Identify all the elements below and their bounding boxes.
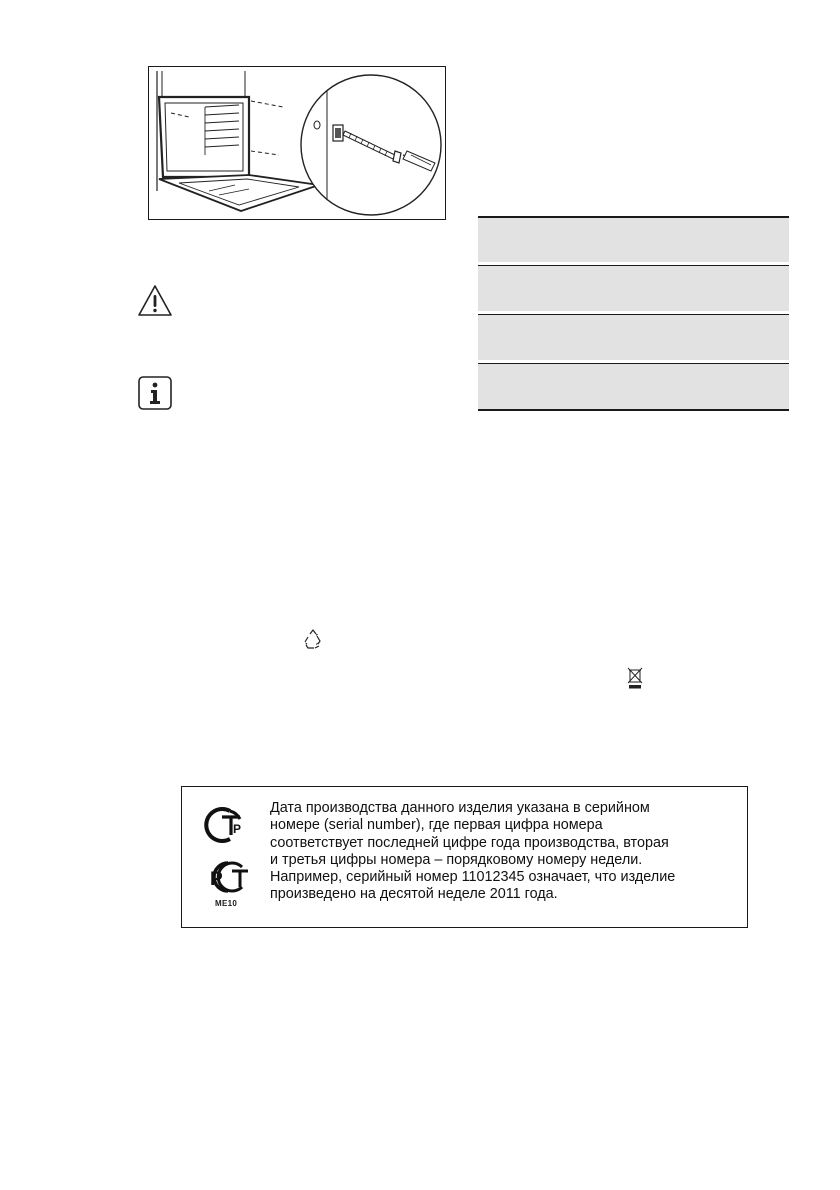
table-row [478,314,789,360]
table-row [478,363,789,409]
cert-line: Например, серийный номер 11012345 означает, что изделие [270,869,676,886]
recycle-icon [301,628,325,652]
cert-line: соответствует последней цифре года производства, вторая [270,834,669,851]
eac-tr-logo-icon [200,805,248,845]
pct-logo-icon [202,857,250,899]
cert-line: номере (serial number), где первая цифра номера [270,817,603,834]
svg-text:P: P [210,869,223,890]
certification-code: ME10 [215,899,238,908]
cert-line: произведено на десятой неделе 2011 года. [270,886,558,903]
table-row [478,265,789,311]
spec-table [478,216,789,411]
crossed-out-bin-icon [626,666,644,690]
svg-text:P: P [233,822,242,836]
certification-box [181,786,748,928]
table-row [478,216,789,262]
certification-text [270,800,740,904]
oven-installation-illustration [148,66,446,220]
warning-triangle-icon [136,282,174,320]
info-icon [136,374,174,412]
oven-screw-mounting-diagram [149,67,445,219]
table-bottom-rule [478,409,789,411]
cert-line: и третья цифры номера – порядковому номеру недели. [270,851,643,868]
cert-line: Дата производства данного изделия указана в серийном [270,800,650,816]
